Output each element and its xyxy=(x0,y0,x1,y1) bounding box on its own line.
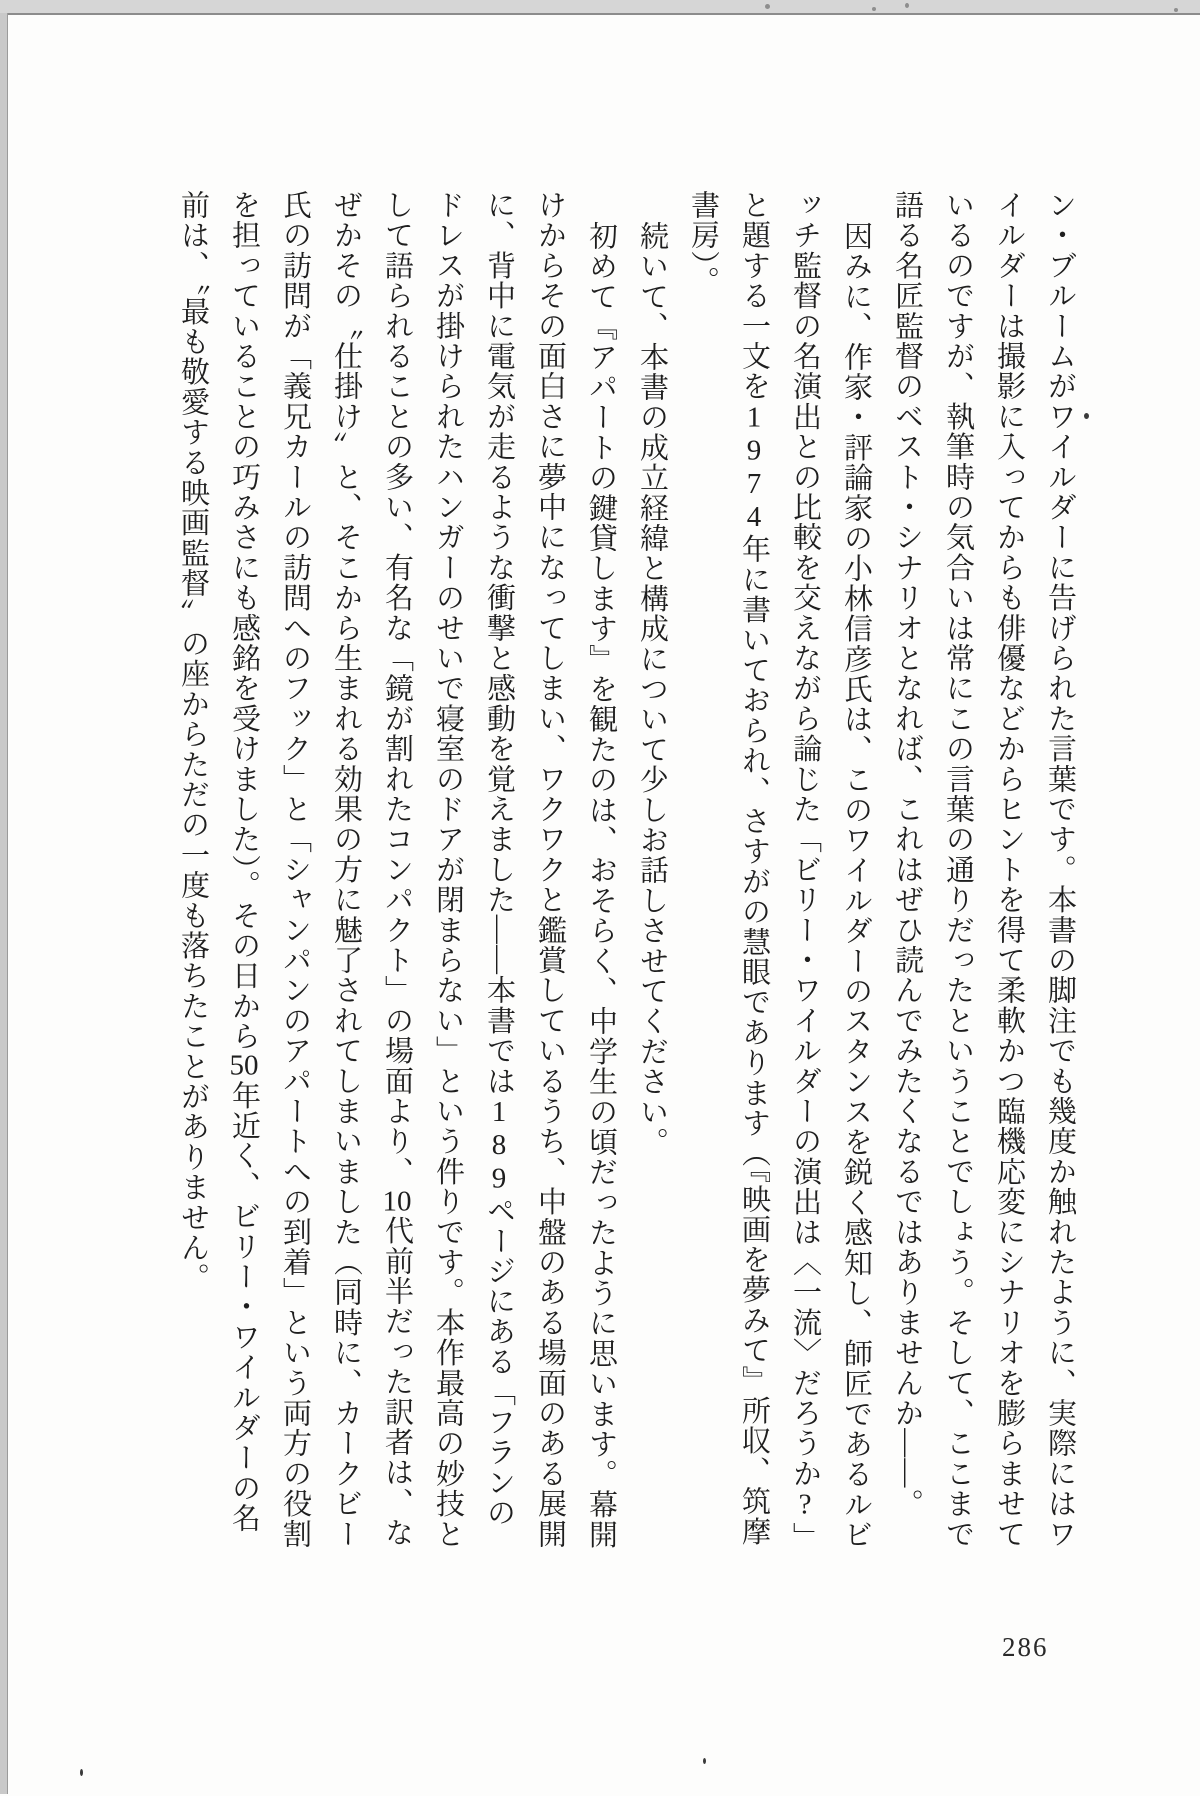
text-segment-tcy: 50 xyxy=(229,1051,259,1081)
paragraph xyxy=(167,190,626,1552)
scan-speck xyxy=(765,4,770,9)
text-segment: 年近く、ビリー・ワイルダーの名前は、〝最も敬愛する映画監督〟の座からただの一度も落ちたことがありません。 xyxy=(177,190,260,1534)
text-segment: 初めて『アパートの鍵貸します』を観たのは、おそらく、中学生の頃だったように思います。幕開けからその面白さに夢中になってしまい、ワクワクと鑑賞しているうち、中盤のある場面のある展開に、背中に電気が走るような衝撃と感動を覚えました——本書では xyxy=(483,190,617,1550)
scan-edge-left xyxy=(0,13,8,1794)
text-segment-upright: 1974 xyxy=(738,401,770,535)
text-block xyxy=(167,190,1085,1552)
scan-speck xyxy=(872,7,876,11)
scan-edge-top xyxy=(0,0,1200,15)
text-segment: 因みに、作家・評論家の小林信彦氏は、このワイルダーのスタンスを鋭く感知し、師匠であるルビッチ監督の名演出との比較を交えながら論じた「ビリー・ワイルダーの演出は〈一流〉だろうか xyxy=(789,190,872,1550)
scan-speck xyxy=(905,3,909,8)
text-segment: 年に書いておられ、さすがの慧眼であります（『映画を夢みて』所収、筑摩書房）。 xyxy=(687,190,770,1547)
paragraph xyxy=(677,190,881,1552)
text-segment-upright: ? xyxy=(789,1488,821,1522)
text-segment: 代前半だった訳者は、なぜかその〝仕掛け〟と、そこから生まれる効果の方に魅了されてしまいました（同時に、カークビー氏の訪問が「義兄カールの訪問へのフック」と「シャンパンのアパートへの到着」という両方の役割を担っていることの巧みさにも感銘を受けました）。その日から xyxy=(228,190,413,1549)
page-number: 286 xyxy=(1002,1632,1049,1662)
text-segment: ページにある「フランのドレスが掛けられたハンガーのせいで寝室のドアが閉まらない」という件りです。本作最高の妙技として語られることの多い、有名な「鏡が割れたコンパクト」の場面より、 xyxy=(381,190,515,1549)
paragraph xyxy=(626,190,677,1552)
text-segment-tcy: 10 xyxy=(382,1186,412,1216)
text-segment: ン・ブルームがワイルダーに告げられた言葉です。本書の脚注でも幾度か触れたように、実際にはワイルダーは撮影に入ってからも俳優などからヒントを得て柔軟かつ臨機応変にシナリオを膨らませているのですが、執筆時の気合いは常にこの言葉の通りだったということでしょう。そして、ここまで語る名匠監督のベスト・シナリオとなれば、これはぜひ読んでみたくなるではありませんか——。 xyxy=(891,190,1076,1549)
scan-speck xyxy=(1174,8,1178,12)
scan-speck xyxy=(703,1758,706,1764)
text-segment: 続いて、本書の成立経緯と構成について少しお話しさせてください。 xyxy=(636,221,668,1158)
scan-speck xyxy=(80,1769,83,1776)
text-segment-upright: 189 xyxy=(483,1096,515,1196)
paragraph xyxy=(881,190,1085,1552)
text-segment: 」と題する一文を xyxy=(738,190,821,1553)
